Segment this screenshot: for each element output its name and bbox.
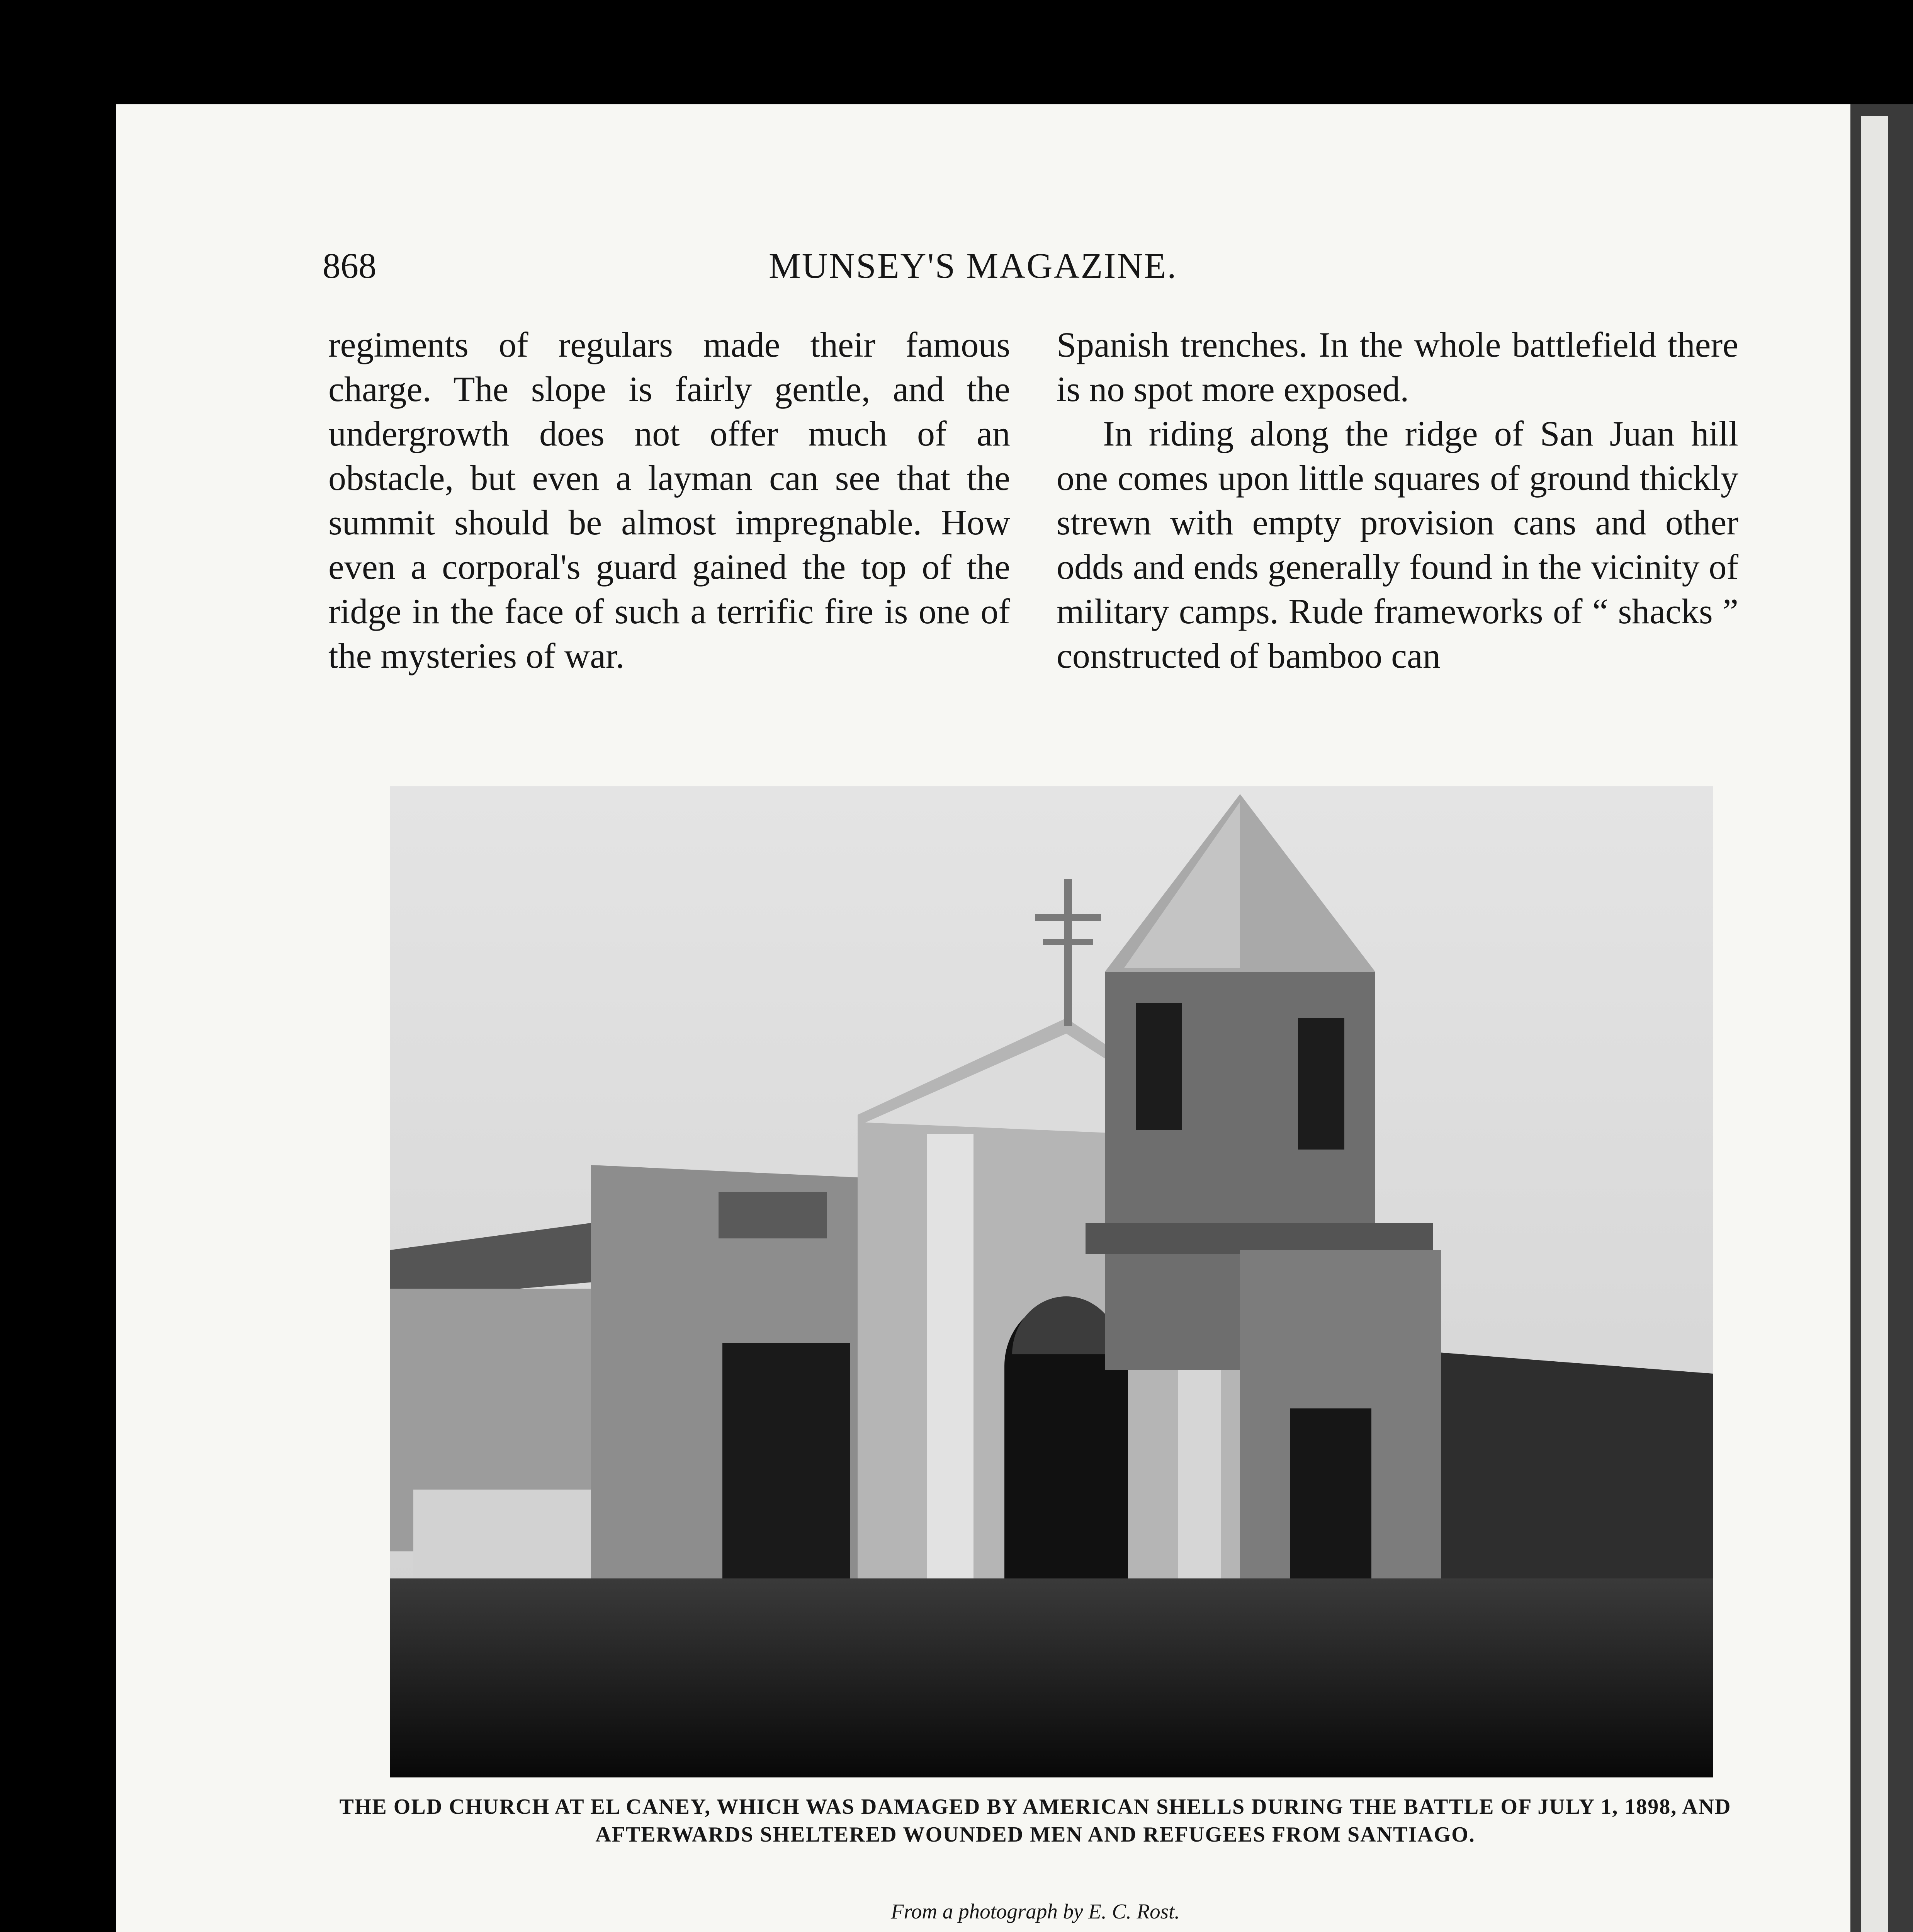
- photo-caption: THE OLD CHURCH AT EL CANEY, WHICH WAS DAMAGED BY AMERICAN SHELLS DURING THE BATTLE OF JULY 1, 1898, AND AFTERWARDS SHELTERED WOUNDED MEN AND REFUGEES FROM SANTIAGO.: [339, 1795, 1731, 1847]
- text-column-top-right: [1057, 323, 1738, 678]
- photo-credit: From a photograph by E. C. Rost.: [890, 1900, 1180, 1923]
- church-photograph: [390, 786, 1713, 1777]
- running-title: MUNSEY'S MAGAZINE.: [769, 246, 1177, 286]
- paragraph: regiments of regulars made their famous charge. The slope is fairly gentle, and the undergrowth does not offer much of an obstacle, but even a layman can see that the summit should be almost impregnable. How even a corporal's guard gained the top of the ridge in the face of such a terrific fire is one of the mysteries of war.: [328, 325, 1010, 675]
- page-number: 868: [323, 246, 377, 286]
- facing-page-paper: [1861, 116, 1888, 1932]
- paragraph: Spanish trenches. In the whole battlefield there is no spot more exposed.: [1057, 325, 1738, 409]
- text-column-top-left: [328, 323, 1010, 678]
- paragraph: In riding along the ridge of San Juan hill one comes upon little squares of ground thickly strewn with empty provision cans and other odds and ends generally found in the vicinity of military camps. Rude frameworks of “ shacks ” constructed of bamboo can: [1057, 414, 1738, 675]
